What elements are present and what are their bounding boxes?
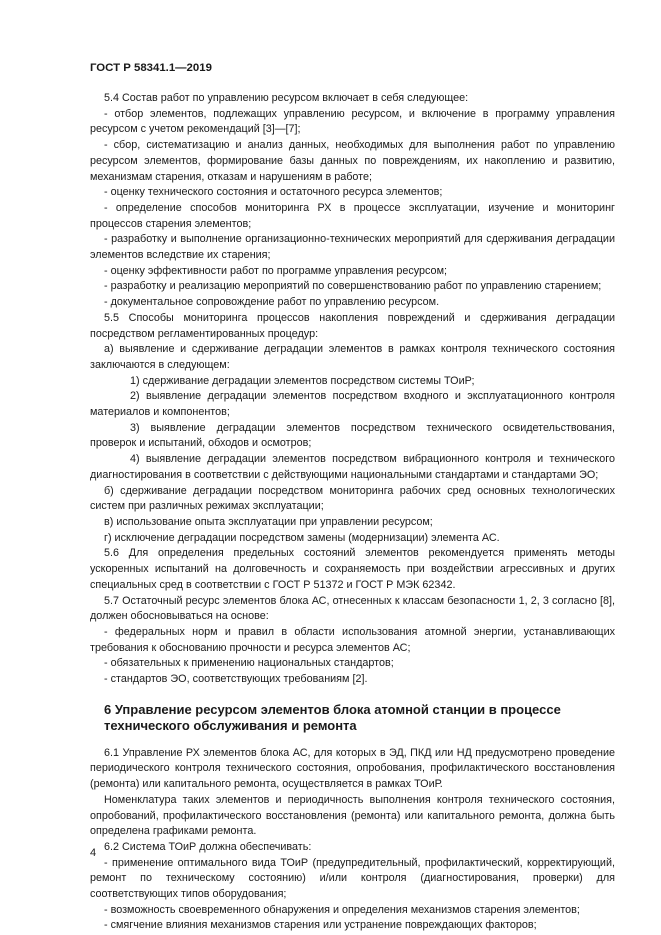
- list-item: - смягчение влияния механизмов старения или устранение повреждающих факторов;: [104, 919, 537, 932]
- paragraph: 5.6 Для определения предельных состояний элементов рекомендуется применять методы ускоренных испытаний на долговечность и сохраняемость при воздействии агрессивных и других специальных сред в соответствии с ГОСТ Р 51372 и ГОСТ Р МЭК 62342.: [90, 547, 615, 591]
- list-item: - сбор, систематизацию и анализ данных, необходимых для выполнения работ по управлению ресурсом элементов, формирование базы данных по повреждениям, их накоплению и развитию, механизмам старения, отказам и нарушениям в работе;: [90, 139, 615, 183]
- list-item: - федеральных норм и правил в области использования атомной энергии, устанавливающих требования к обоснованию прочности и ресурса элементов АС;: [90, 625, 615, 654]
- list-item: - разработку и реализацию мероприятий по совершенствованию работ по управлению старением;: [104, 280, 602, 293]
- list-item: - определение способов мониторинга РХ в процессе эксплуатации, изучение и мониторинг процессов старения элементов;: [90, 201, 615, 230]
- list-item: - оценку технического состояния и остаточного ресурса элементов;: [104, 186, 443, 199]
- list-item: - обязательных к применению национальных стандартов;: [104, 657, 394, 670]
- sub-list-item: 1) сдерживание деградации элементов посредством системы ТОиР;: [130, 374, 475, 387]
- list-item: а) выявление и сдерживание деградации элементов в рамках контроля технического состояния заключаются в следующем:: [90, 343, 615, 371]
- document-header: ГОСТ Р 58341.1—2019: [90, 62, 212, 74]
- list-item: в) использование опыта эксплуатации при управлении ресурсом;: [104, 515, 433, 528]
- paragraph: Номенклатура таких элементов и периодичность выполнения контроля технического состояния, опробований, профилактического восстановления (ремонта) или капитального ремонта, должна быть определена графиками ремонта.: [90, 793, 615, 838]
- paragraph: 6.1 Управление РХ элементов блока АС, для которых в ЭД, ПКД или НД предусмотрено проведение периодического контроля технического состояния, опробования, профилактического восстановления (ремонта) или капитального ремонта, осуществляется в рамках ТОиР.: [90, 746, 615, 791]
- paragraph: 5.7 Остаточный ресурс элементов блока АС, отнесенных к классам безопасности 1, 2, 3 согласно [8], должен обосновываться на основе:: [90, 594, 615, 623]
- sub-list-item: 3) выявление деградации элементов посредством технического освидетельствования, проверок и испытаний, обходов и осмотров;: [90, 421, 615, 450]
- list-item: - документальное сопровождение работ по управлению ресурсом.: [104, 296, 440, 309]
- list-item: б) сдерживание деградации посредством мониторинга рабочих сред основных технологических систем при различных режимах эксплуатации;: [90, 484, 615, 513]
- list-item: - возможность своевременного обнаружения и определения механизмов старения элементов;: [104, 903, 580, 916]
- page-number: 4: [90, 847, 97, 859]
- list-item: - стандартов ЭО, соответствующих требованиям [2].: [104, 673, 368, 686]
- list-item: г) исключение деградации посредством замены (модернизации) элемента АС.: [104, 531, 500, 544]
- sub-list-item: 2) выявление деградации элементов посредством входного и эксплуатационного контроля материалов и компонентов;: [90, 390, 615, 419]
- page-body: [90, 91, 615, 934]
- paragraph: 5.4 Состав работ по управлению ресурсом включает в себя следующее:: [104, 92, 469, 104]
- list-item: - отбор элементов, подлежащих управлению ресурсом, и включение в программу управления ресурсом с учетом рекомендаций [3]—[7];: [90, 107, 615, 136]
- paragraph: 5.5 Способы мониторинга процессов накопления повреждений и сдерживания деградации посредством регламентированных процедур:: [90, 311, 615, 340]
- list-item: - применение оптимального вида ТОиР (предупредительный, профилактический, корректирующий, ремонт по техническому состоянию) и/или контроля (диагностирования, проверки) для соответствующих типов оборудования;: [90, 856, 615, 901]
- list-item: - оценку эффективности работ по программе управления ресурсом;: [104, 264, 447, 277]
- sub-list-item: 4) выявление деградации элементов посредством вибрационного контроля и технического диагностирования в соответствии с действующими национальными стандартами и стандартами ЭО;: [90, 453, 615, 481]
- section-heading: 6 Управление ресурсом элементов блока атомной станции в процессе технического обслуживания и ремонта: [104, 701, 561, 734]
- paragraph: 6.2 Система ТОиР должна обеспечивать:: [104, 840, 312, 853]
- list-item: - разработку и выполнение организационно-технических мероприятий для сдерживания деградации элементов вследствие их старения;: [90, 233, 615, 262]
